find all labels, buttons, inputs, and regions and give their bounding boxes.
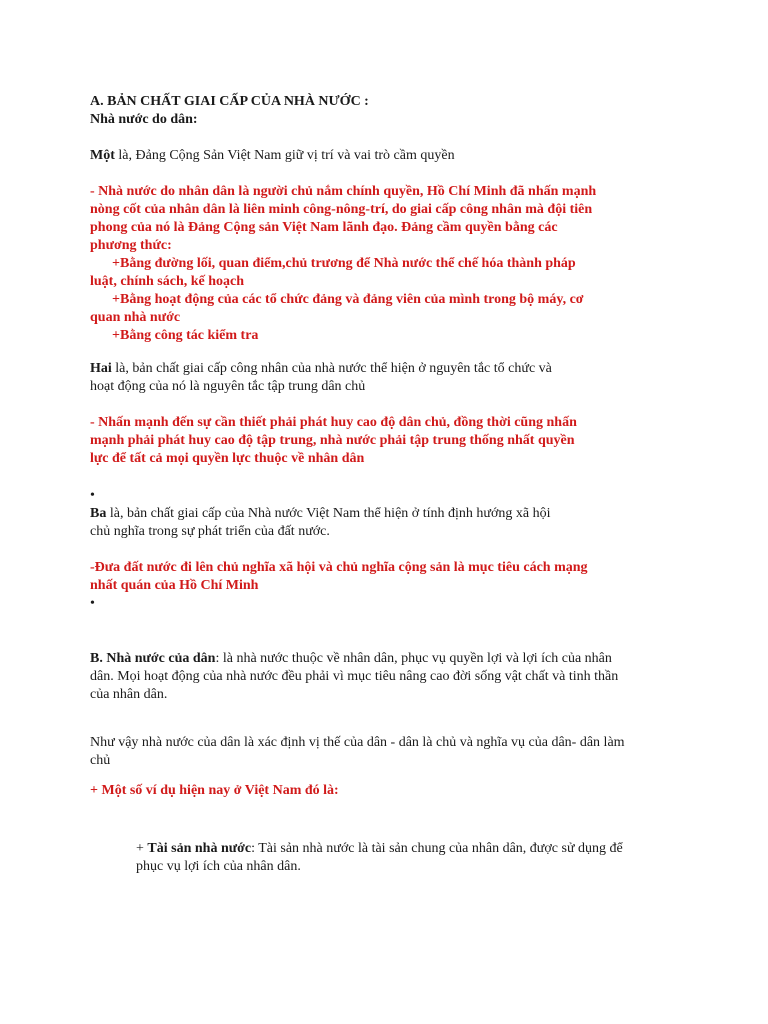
- red-note-3: [90, 559, 650, 595]
- red-note-examples: + Một số ví dụ hiện nay ở Việt Nam đó là:: [90, 783, 339, 798]
- paragraph-text: Như vậy nhà nước của dân là xác định vị thế của dân - dân là chủ và nghĩa vụ của dân- dân làm: [90, 735, 625, 750]
- method-item-cont: luật, chính sách, kế hoạch: [90, 274, 245, 289]
- paragraph-ba: [90, 505, 650, 541]
- section-b-lead: B. Nhà nước của dân: [90, 651, 216, 666]
- bullet-marker: •: [90, 488, 95, 503]
- bullet-marker: •: [90, 596, 95, 611]
- section-b: [90, 650, 670, 704]
- red-line: phong của nó là Đảng Cộng sản Việt Nam lãnh đạo. Đảng cầm quyền bằng các: [90, 220, 558, 235]
- red-line: - Nhà nước do nhân dân là người chủ nắm chính quyền, Hồ Chí Minh đã nhấn mạnh: [90, 184, 597, 199]
- red-line: - Nhấn mạnh đến sự cần thiết phải phát huy cao độ dân chủ, đồng thời cũng nhấn: [90, 415, 577, 430]
- paragraph-text: hoạt động của nó là nguyên tắc tập trung dân chủ: [90, 379, 366, 394]
- method-item-cont: quan nhà nước: [90, 310, 181, 325]
- example-item: [136, 840, 696, 876]
- paragraph-mot: [90, 147, 650, 165]
- paragraph-lead: Hai: [90, 361, 112, 376]
- paragraph-conclusion: [90, 734, 670, 770]
- paragraph-text: là, bản chất giai cấp công nhân của nhà nước thể hiện ở nguyên tắc tổ chức và: [111, 361, 552, 376]
- red-note-2: [90, 414, 650, 468]
- section-a-heading-block: [90, 93, 650, 129]
- red-line: mạnh phải phát huy cao độ tập trung, nhà nước phải tập trung thống nhất quyền: [90, 433, 575, 448]
- paragraph-lead: Ba: [90, 506, 107, 521]
- example-prefix: +: [136, 841, 148, 856]
- paragraph-text: là, Đảng Cộng Sản Việt Nam giữ vị trí và vai trò cầm quyền: [114, 148, 455, 163]
- section-a-heading: A. BẢN CHẤT GIAI CẤP CỦA NHÀ NƯỚC :: [90, 94, 369, 109]
- paragraph-lead: Một: [90, 148, 115, 163]
- red-line: nhất quán của Hồ Chí Minh: [90, 578, 259, 593]
- example-text: phục vụ lợi ích của nhân dân.: [136, 859, 301, 874]
- section-b-text: của nhân dân.: [90, 687, 168, 702]
- method-item: +Bằng công tác kiểm tra: [112, 328, 259, 343]
- method-item: +Bằng đường lối, quan điểm,chủ trương để Nhà nước thể chế hóa thành pháp: [112, 256, 576, 271]
- red-line: -Đưa đất nước đi lên chủ nghĩa xã hội và chủ nghĩa cộng sản là mục tiêu cách mạng: [90, 560, 588, 575]
- red-note-1: [90, 183, 650, 345]
- example-text: : Tài sản nhà nước là tài sản chung của nhân dân, được sử dụng để: [251, 841, 623, 856]
- section-b-text: dân. Mọi hoạt động của nhà nước đều phải vì mục tiêu nâng cao đời sống vật chất và tinh thần: [90, 669, 619, 684]
- method-item: +Bằng hoạt động của các tổ chức đảng và đảng viên của mình trong bộ máy, cơ: [112, 292, 584, 307]
- paragraph-hai: [90, 360, 650, 396]
- section-b-text: : là nhà nước thuộc về nhân dân, phục vụ quyền lợi và lợi ích của nhân: [215, 651, 612, 666]
- example-lead: Tài sản nhà nước: [147, 841, 252, 856]
- paragraph-text: là, bản chất giai cấp của Nhà nước Việt Nam thể hiện ở tính định hướng xã hội: [106, 506, 551, 521]
- red-line: phương thức:: [90, 238, 172, 253]
- paragraph-text: chủ: [90, 753, 111, 768]
- red-line: lực để tất cả mọi quyền lực thuộc về nhân dân: [90, 451, 365, 466]
- paragraph-text: chủ nghĩa trong sự phát triển của đất nước.: [90, 524, 330, 539]
- section-a-subheading: Nhà nước do dân:: [90, 112, 198, 127]
- red-line: nòng cốt của nhân dân là liên minh công-nông-trí, do giai cấp công nhân mà đội tiên: [90, 202, 593, 217]
